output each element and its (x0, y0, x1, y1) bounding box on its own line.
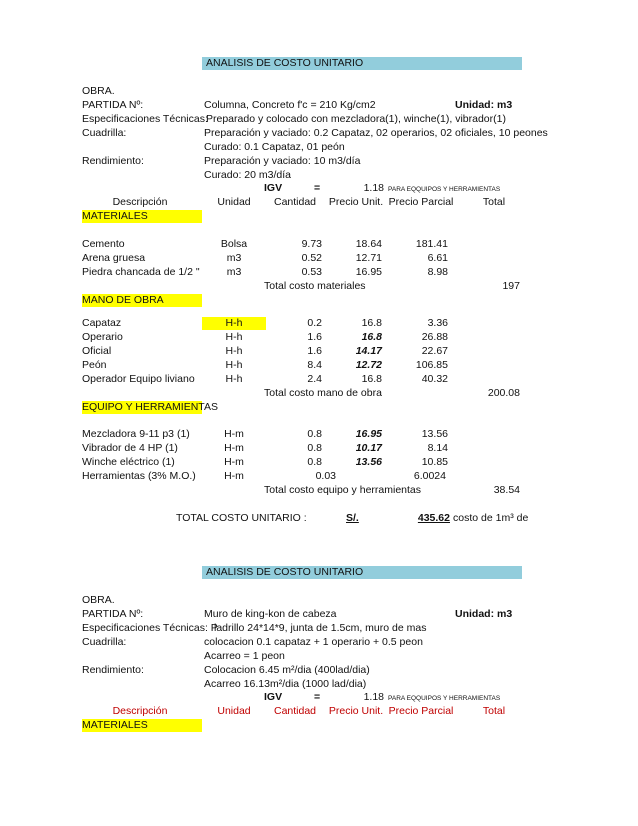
row-price: 16.95 (355, 266, 382, 278)
total-equipo-label: Total costo equipo y herramientas (264, 484, 422, 496)
row-partial: 6.0024 (413, 470, 446, 482)
row-unit: H-m (224, 456, 244, 468)
row-desc: Winche eléctrico (1) (82, 456, 175, 468)
total-materiales-label: Total costo materiales (264, 280, 366, 292)
row-price: 16.8 (361, 317, 382, 329)
header-total: Total (482, 196, 506, 208)
igv-value: 1.18 (363, 182, 384, 194)
row-desc: Capataz (82, 317, 122, 329)
row-desc: Arena gruesa (82, 252, 146, 264)
rendimiento-line-1-2: Colocacion 6.45 m²/dia (400lad/dia) (204, 664, 370, 676)
row-price: 10.17 (355, 442, 382, 454)
unidad-label-2: Unidad: m3 (455, 608, 513, 620)
section-materiales: MATERIALES (82, 210, 148, 222)
row-qty: 0.53 (301, 266, 322, 278)
row-price: 16.8 (361, 373, 382, 385)
cuadrilla-line-2: Curado: 0.1 Capataz, 01 peón (204, 141, 345, 153)
header-descripcion-2: Descripción (112, 705, 168, 717)
total-mano-value: 200.08 (487, 387, 520, 399)
row-qty: 0.03 (315, 470, 336, 482)
row-unit: H-h (225, 317, 243, 329)
header-unidad-2: Unidad (217, 705, 251, 717)
partida-value: Columna, Concreto f'c = 210 Kg/cm2 (204, 99, 376, 111)
cuadrilla-line-1: Preparación y vaciado: 0.2 Capataz, 02 operarios, 02 oficiales, 10 peones (204, 127, 548, 139)
rendimiento-line-1: Preparación y vaciado: 10 m3/día (204, 155, 361, 167)
costo-note: costo de 1m³ de (453, 512, 529, 524)
sheet-title: ANALISIS DE COSTO UNITARIO (206, 57, 364, 69)
especificaciones-label: Especificaciones Técnicas: (82, 113, 208, 125)
row-partial: 3.36 (427, 317, 448, 329)
section-materiales-2: MATERIALES (82, 719, 148, 731)
row-qty: 1.6 (307, 331, 322, 343)
row-partial: 181.41 (415, 238, 448, 250)
row-price: 16.8 (361, 331, 382, 343)
header-cantidad: Cantidad (273, 196, 317, 208)
header-descripcion: Descripción (112, 196, 168, 208)
partida-label: PARTIDA Nº: (82, 99, 144, 111)
row-unit: H-h (225, 373, 243, 385)
header-cantidad-2: Cantidad (273, 705, 317, 717)
row-price: 16.95 (355, 428, 382, 440)
igv-value-2: 1.18 (363, 691, 384, 703)
rendimiento-line-2-2: Acarreo 16.13m²/dia (1000 lad/dia) (204, 678, 367, 690)
row-qty: 2.4 (307, 373, 322, 385)
row-unit: m3 (226, 266, 242, 278)
row-desc: Vibrador de 4 HP (1) (82, 442, 178, 454)
obra-label: OBRA. (82, 85, 115, 97)
rendimiento-label: Rendimiento: (82, 155, 144, 167)
row-partial: 106.85 (415, 359, 448, 371)
header-precio-unit-2: Precio Unit. (328, 705, 384, 717)
igv-note: PARA EQQUIPOS Y HERRAMIENTAS (388, 186, 501, 193)
cuadrilla-line-1-2: colocacion 0.1 capataz + 1 operario + 0.5 peon (204, 636, 423, 648)
row-partial: 8.98 (427, 266, 448, 278)
especificaciones-value: Preparado y colocado con mezcladora(1), winche(1), vibrador(1) (206, 113, 506, 125)
row-price: 12.71 (355, 252, 382, 264)
section-mano-de-obra: MANO DE OBRA (82, 294, 164, 306)
cuadrilla-line-2-2: Acarreo = 1 peon (204, 650, 285, 662)
row-price: 18.64 (355, 238, 382, 250)
row-unit: H-h (225, 345, 243, 357)
row-desc: Operador Equipo liviano (82, 373, 195, 385)
obra-label-2: OBRA. (82, 594, 115, 606)
total-unitario-value: 435.62 (417, 512, 450, 524)
sheet-title-2: ANALISIS DE COSTO UNITARIO (206, 566, 364, 578)
total-equipo-value: 38.54 (493, 484, 520, 496)
row-desc: Oficial (82, 345, 112, 357)
row-price: 12.72 (355, 359, 382, 371)
row-unit: H-m (224, 442, 244, 454)
unidad-label: Unidad: m3 (455, 99, 513, 111)
row-unit: H-h (225, 359, 243, 371)
row-unit: m3 (226, 252, 242, 264)
row-price: 14.17 (355, 345, 382, 357)
row-desc: Peón (82, 359, 107, 371)
cuadrilla-label: Cuadrilla: (82, 127, 127, 139)
especificaciones-value-2: ladrillo 24*14*9, junta de 1.5cm, muro de mas (214, 622, 427, 634)
partida-value-2: Muro de king-kon de cabeza (204, 608, 337, 620)
section-equipo: EQUIPO Y HERRAMIENTAS (82, 401, 218, 413)
total-unitario-label: TOTAL COSTO UNITARIO : (176, 512, 307, 524)
row-unit: H-m (224, 428, 244, 440)
row-partial: 6.61 (427, 252, 448, 264)
row-qty: 9.73 (301, 238, 322, 250)
row-partial: 22.67 (421, 345, 448, 357)
header-precio-parcial-2: Precio Parcial (388, 705, 454, 717)
row-qty: 0.8 (307, 428, 322, 440)
row-qty: 0.52 (301, 252, 322, 264)
row-desc: Piedra chancada de 1/2 " (82, 266, 200, 278)
header-precio-parcial: Precio Parcial (388, 196, 454, 208)
row-qty: 1.6 (307, 345, 322, 357)
igv-equals: = (314, 182, 321, 194)
cuadrilla-label-2: Cuadrilla: (82, 636, 127, 648)
total-materiales-value: 197 (502, 280, 520, 292)
row-unit: Bolsa (220, 238, 248, 250)
row-partial: 10.85 (421, 456, 448, 468)
igv-note-2: PARA EQQUIPOS Y HERRAMIENTAS (388, 695, 501, 702)
partida-label-2: PARTIDA Nº: (82, 608, 144, 620)
igv-equals-2: = (314, 691, 321, 703)
row-qty: 8.4 (307, 359, 322, 371)
row-qty: 0.8 (307, 442, 322, 454)
row-partial: 8.14 (427, 442, 448, 454)
header-unidad: Unidad (217, 196, 251, 208)
row-partial: 40.32 (421, 373, 448, 385)
igv-label-2: IGV (264, 691, 283, 703)
row-unit: H-h (225, 331, 243, 343)
row-desc: Herramientas (3% M.O.) (82, 470, 196, 482)
igv-label: IGV (264, 182, 283, 194)
row-desc: Mezcladora 9-11 p3 (1) (82, 428, 190, 440)
row-unit: H-m (224, 470, 244, 482)
especificaciones-label-2: Especificaciones Técnicas: P (82, 622, 218, 634)
header-precio-unit: Precio Unit. (328, 196, 384, 208)
row-partial: 13.56 (421, 428, 448, 440)
row-qty: 0.2 (307, 317, 322, 329)
row-qty: 0.8 (307, 456, 322, 468)
rendimiento-line-2: Curado: 20 m3/día (204, 169, 291, 181)
rendimiento-label-2: Rendimiento: (82, 664, 144, 676)
currency-label: S/. (346, 512, 359, 524)
row-desc: Operario (82, 331, 123, 343)
row-partial: 26.88 (421, 331, 448, 343)
row-price: 13.56 (355, 456, 382, 468)
row-desc: Cemento (82, 238, 125, 250)
total-mano-label: Total costo mano de obra (264, 387, 382, 399)
header-total-2: Total (482, 705, 506, 717)
